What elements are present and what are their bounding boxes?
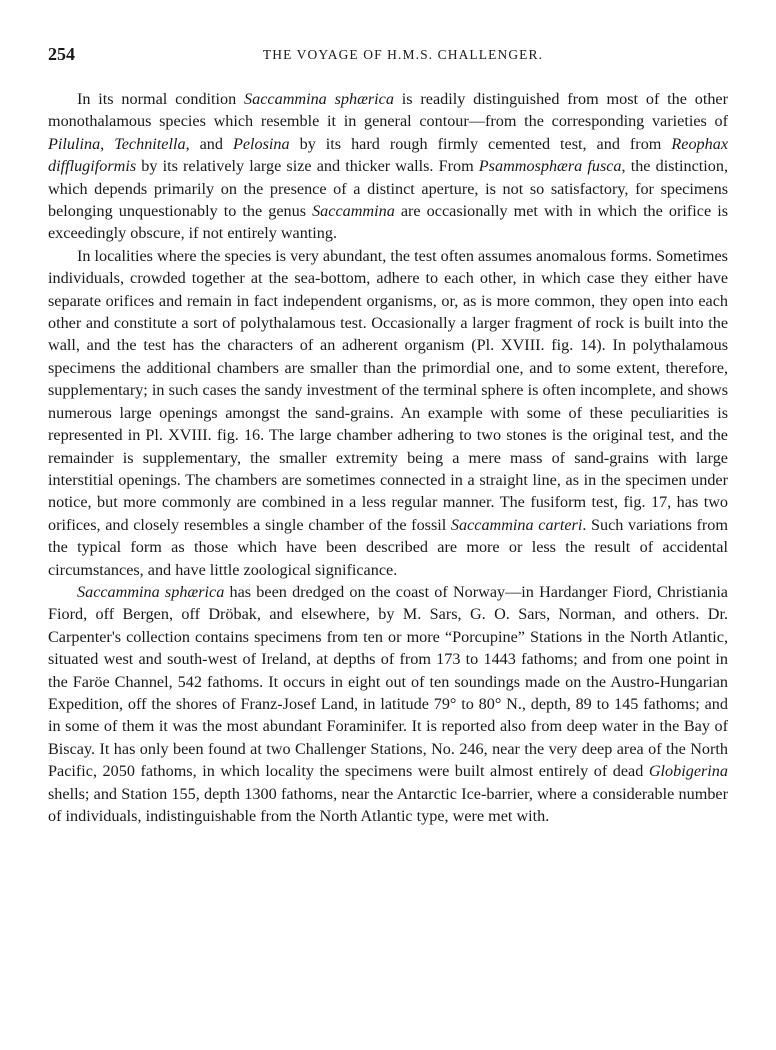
text-run: is readily distinguished from most of the other monothalamous species which resemble it in general contour—from the corresponding varieties of — [48, 90, 729, 131]
text-run: are occasionally met with in which the orifice is exceedingly obscure, if not entirely wanting. — [48, 202, 728, 243]
paragraph — [48, 581, 728, 827]
body-text — [48, 88, 728, 827]
italic-term: Pilulina — [48, 134, 101, 153]
italic-term: Saccammina sphærica — [244, 90, 394, 108]
italic-term: Psammosphæra fusca — [478, 157, 622, 176]
text-run: , and — [185, 134, 233, 153]
page-number: 254 — [48, 44, 75, 64]
text-run: , the distinction, which depends primarily on the presence of a distinct aperture, is not so satisfactory, for specimens belonging unquestionably to the genus — [48, 157, 728, 221]
italic-term: Technitella — [114, 134, 186, 153]
text-run: has been dredged on the coast of Norway—in Hardanger Fiord, Christiania Fiord, off Bergen, off Dröbak, and elsewhere, by M. Sars, G. O. Sars, Norman, and others. Dr. Carpenter's collection contains specimens from ten or more “Porcupine” Stations in the North Atlantic, situated west and south-west of Ireland, at depths of from 173 to 1443 fathoms; and from one point in the Faröe Channel, 542 fathoms. It occurs in eight out of ten soundings made on the Austro-Hungarian Expedition, off the shores of Franz-Josef Land, in latitude 79° to 80° N., depth, 89 to 145 fathoms; and in some of them it was the most abundant Foraminifer. It is reported also from deep water in the Bay of Biscay. It has only been found at two Challenger Stations, No. 246, near the very deep area of the North Pacific, 2050 fathoms, in which locality the specimens were built almost entirely of dead — [48, 582, 728, 781]
italic-term: Saccammina carteri — [450, 515, 583, 534]
text-run: . Such variations from the typical form as those which have been described are more or less the result of accidental circumstances, and have little zoological significance. — [48, 515, 728, 579]
text-run: by its relatively large size and thicker walls. From — [136, 157, 479, 176]
paragraph — [48, 245, 728, 581]
text-run: shells; and Station 155, depth 1300 fathoms, near the Antarctic Ice-barrier, where a considerable number of individuals, indistinguishable from the North Atlantic type, were met with. — [48, 784, 728, 825]
italic-term: Pelosina — [232, 134, 290, 153]
running-head — [48, 44, 728, 68]
text-run: In its normal condition — [77, 90, 245, 108]
text-run: by its hard rough firmly cemented test, and from — [289, 134, 672, 153]
italic-term: Globigerina — [648, 762, 728, 781]
italic-term: Saccammina sphærica — [77, 582, 225, 601]
text-run: , — [100, 134, 115, 153]
paragraph — [48, 88, 728, 245]
text-run: In localities where the species is very abundant, the test often assumes anomalous forms. Sometimes individuals, crowded together at the sea-bottom, adhere to each other, in which case they either have separate orifices and remain in fact independent organisms, or, as is more common, they open into each other and constitute a sort of polythalamous test. Occasionally a larger fragment of rock is built into the wall, and the test has the characters of an adherent organism (Pl. XVIII. fig. 14). In polythalamous specimens the additional chambers are smaller than the primordial one, and to some extent, therefore, supplementary; in such cases the sandy investment of the terminal sphere is often incomplete, and shows numerous large openings amongst the sand-grains. An example with some of these peculiarities is represented in Pl. XVIII. fig. 16. The large chamber adhering to two stones is the original test, and the remainder is supplementary, the smaller extremity being a mere mass of sand-grains with large interstitial openings. The chambers are sometimes connected in a straight line, as in the specimen under notice, but more commonly are combined in a less regular manner. The fusiform test, fig. 17, has two orifices, and closely resembles a single chamber of the fossil — [48, 246, 728, 534]
italic-term: Saccammina — [312, 202, 395, 221]
running-title: THE VOYAGE OF H.M.S. CHALLENGER. — [262, 47, 544, 62]
italic-term: Reophax difflugiformis — [48, 134, 729, 176]
